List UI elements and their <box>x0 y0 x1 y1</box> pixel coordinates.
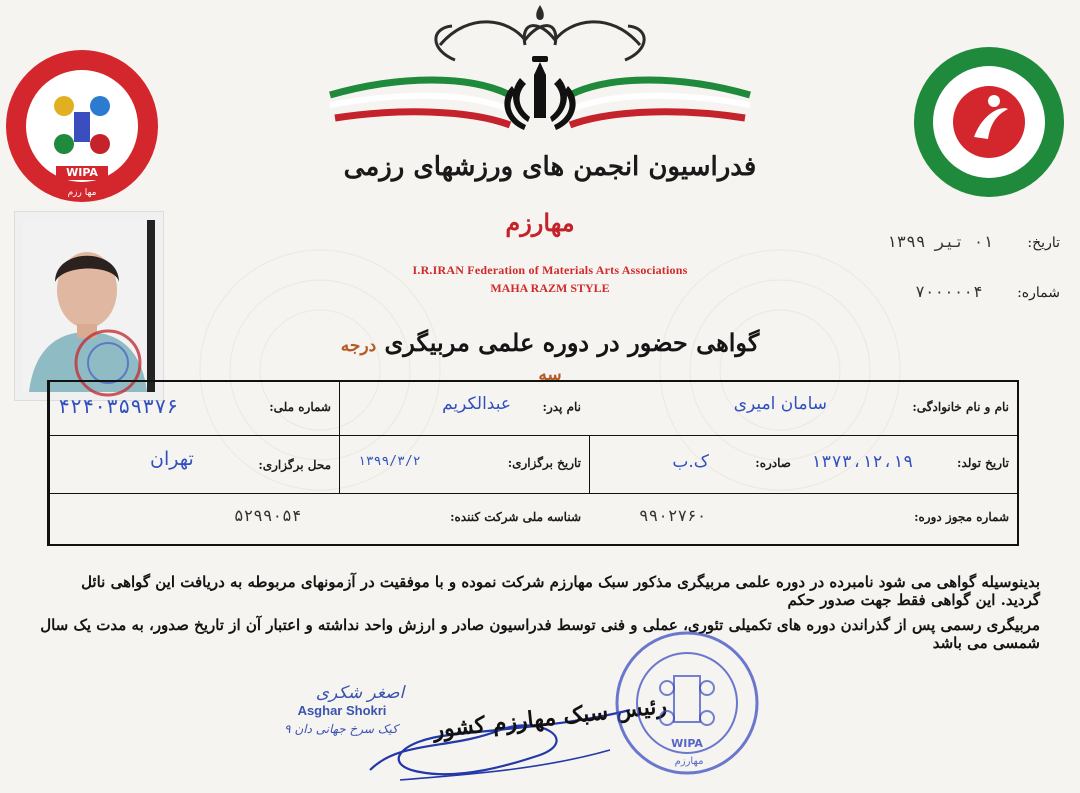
birth-cell <box>801 436 1017 493</box>
style-title-en: MAHA RAZM STYLE <box>490 281 610 295</box>
wipa-left-badge: WIPA <box>66 166 98 179</box>
federation-logo-right <box>912 45 1066 199</box>
license-value: ۹۹۰۲۷۶۰ <box>639 506 707 525</box>
name-value: سامان امیری <box>733 394 827 414</box>
license-cell <box>589 494 1017 544</box>
federation-title-fa: فدراسیون انجمن های ورزشهای رزمی <box>343 152 757 182</box>
wipa-left-caption: مها رزم <box>67 188 97 198</box>
number-field <box>915 282 1060 301</box>
issued-value: ک.ب <box>672 452 709 472</box>
number-value: ۷۰۰۰۰۰۴ <box>915 282 983 301</box>
wipa-logo-left <box>4 48 160 204</box>
style-title-fa: مهارزم <box>505 208 575 237</box>
table-row <box>49 494 1017 544</box>
top-scroll-ornament <box>436 8 644 60</box>
signer-name-en: Asghar Shokri <box>297 703 387 718</box>
participant-photo <box>15 212 163 400</box>
signer-title: رئیس سبک مهارزم کشور <box>431 692 669 744</box>
venue-value: تهران <box>150 448 194 470</box>
stamp-badge: WIPA <box>671 737 703 750</box>
held-date-label: تاریخ برگزاری: <box>507 456 581 470</box>
certificate-title <box>330 328 770 386</box>
certificate-body-line-1: بدینوسیله گواهی می شود نامبرده در دوره علمی مربیگری مذکور سبک مهارزم شرکت نموده و با موفقیت در آزمونهای مربوطه به دریافت این گواهی نائل گردید. این گواهی فقط جهت صدور حکم <box>81 573 1040 609</box>
org-id-value: ۵۲۹۹۰۵۴ <box>234 506 302 525</box>
number-label: شماره: <box>1017 285 1060 301</box>
signer-role: کیک سرخ جهانی دان ۹ <box>284 722 398 736</box>
birth-label: تاریخ تولد: <box>957 456 1009 470</box>
signer-name-fa: اصغر شکری <box>315 683 405 703</box>
stamp-caption: مهارزم <box>674 756 704 767</box>
birth-value: ۱۳۷۳،۱۲،۱۹ <box>811 452 914 472</box>
date-field <box>887 232 1060 251</box>
held-date-cell <box>339 436 589 493</box>
date-label: تاریخ: <box>1027 235 1060 251</box>
org-id-label: شناسه ملی شرکت کننده: <box>450 510 581 524</box>
name-cell <box>589 382 1017 435</box>
father-label: نام پدر: <box>542 400 581 414</box>
license-label: شماره مجوز دوره: <box>914 510 1009 524</box>
iran-emblem <box>504 56 575 130</box>
certificate-body-line-2: مربیگری رسمی پس از گذراندن دوره های تکمیلی تئوری، عملی و فنی توسط فدراسیون صادر و ارزش واحد نداشته و اعتبار آن از تاریخ صدور، به مدت یک سال شمسی می باشد <box>40 616 1040 652</box>
father-value: عبدالکریم <box>442 394 511 414</box>
venue-label: محل برگزاری: <box>258 458 331 472</box>
certificate-degree: درجه سه <box>340 336 562 385</box>
venue-cell <box>49 436 339 493</box>
issued-cell <box>589 436 801 493</box>
name-label: نام و نام خانوادگی: <box>912 400 1009 414</box>
issued-label: صادره: <box>755 456 791 470</box>
certificate-title-main: گواهی حضور در دوره علمی مربیگری <box>384 328 760 357</box>
national-id-value: ۴۲۴۰۳۵۹۳۷۶ <box>58 394 179 418</box>
national-id-label: شماره ملی: <box>269 400 331 414</box>
father-cell <box>339 382 589 435</box>
held-date-value: ۱۳۹۹/۳/۲ <box>358 454 421 469</box>
table-row <box>49 382 1017 436</box>
participant-info-table <box>47 380 1019 546</box>
national-id-cell <box>49 382 339 435</box>
table-row <box>49 436 1017 494</box>
federation-title-en: I.R.IRAN Federation of Materials Arts Associations <box>412 263 688 277</box>
org-id-cell <box>49 494 589 544</box>
date-value: ۰۱ تیر ۱۳۹۹ <box>887 232 993 251</box>
